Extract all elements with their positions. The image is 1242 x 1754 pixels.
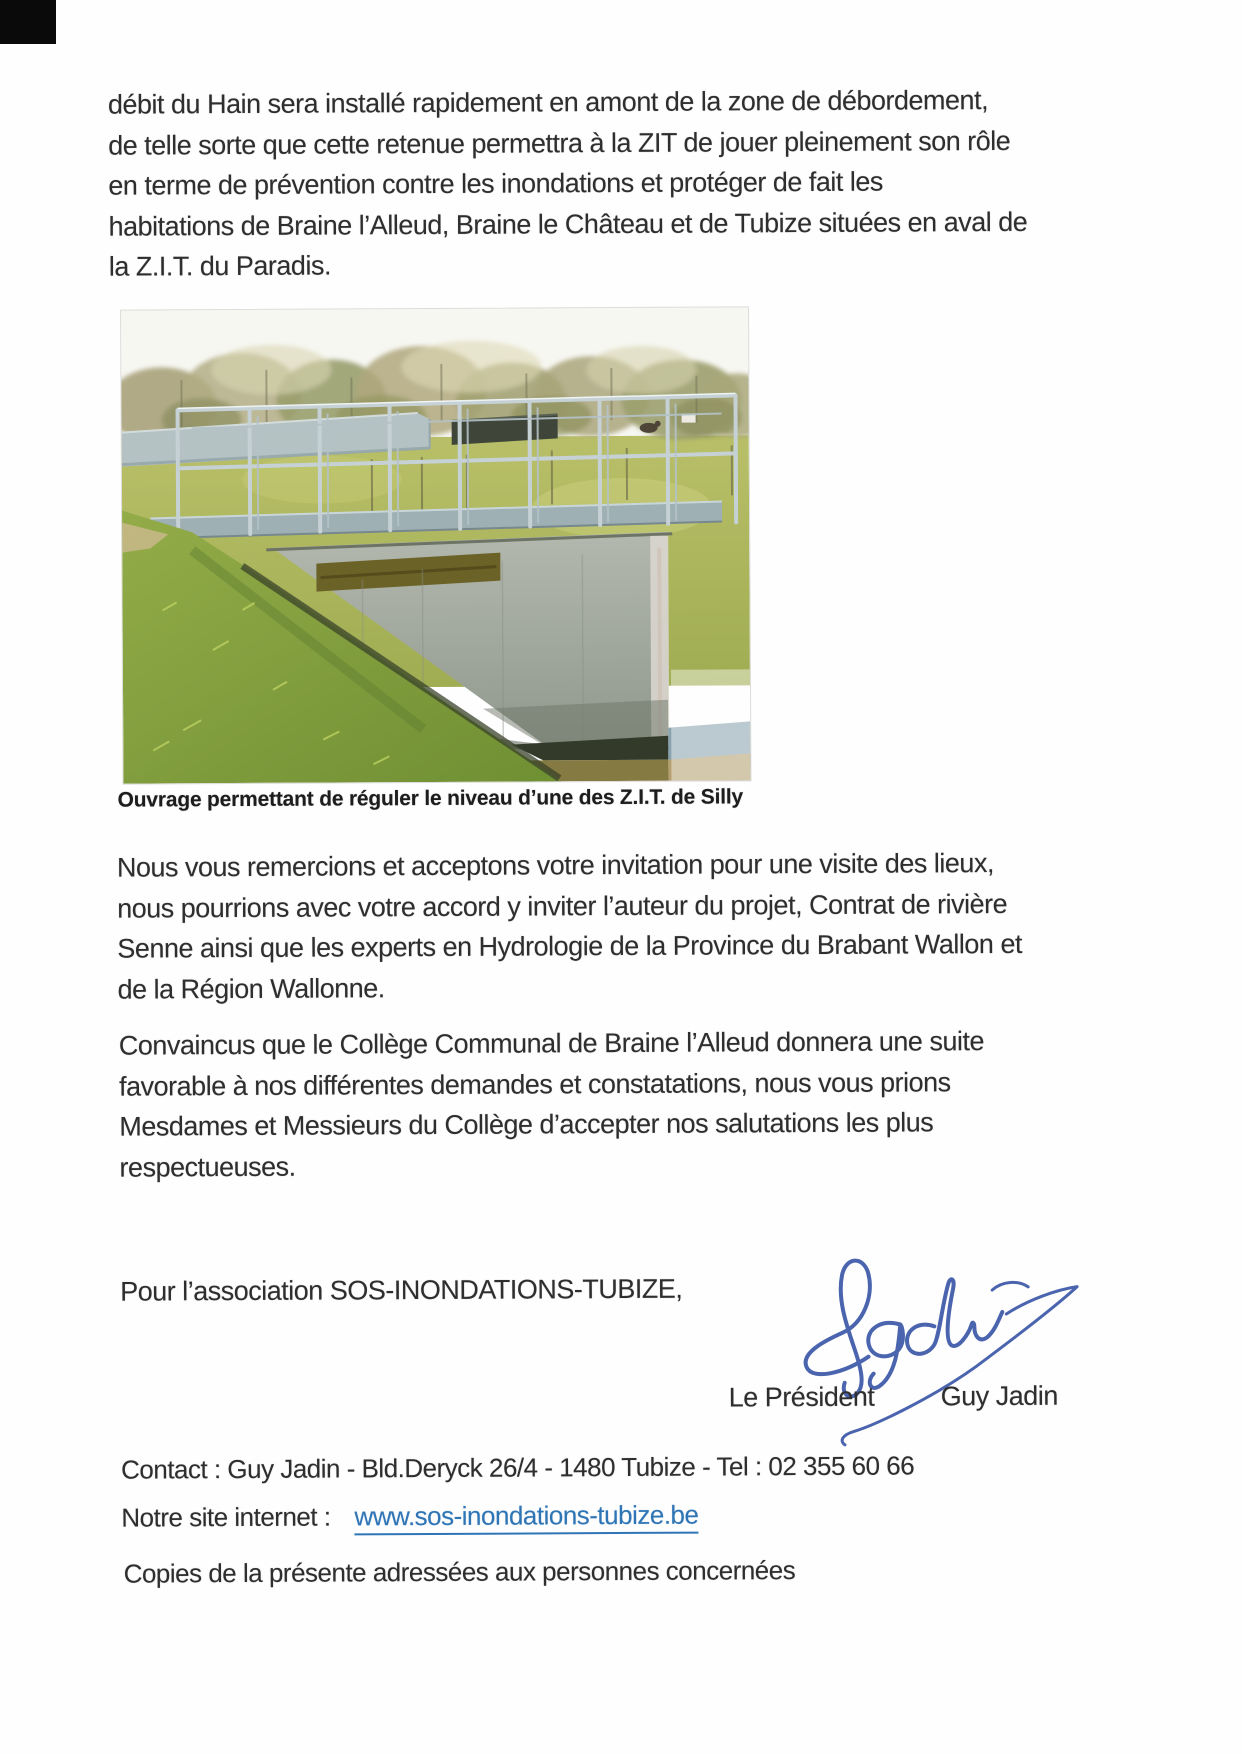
paragraph-hain-debit bbox=[108, 80, 1028, 287]
paragraph-line: Mesdames et Messieurs du Collège d’accepter nos salutations les plus bbox=[119, 1107, 934, 1142]
paragraph-line: respectueuses. bbox=[119, 1151, 296, 1183]
signature-title: Le Président bbox=[728, 1381, 875, 1413]
paragraph-line: Senne ainsi que les experts en Hydrologie de la Province du Brabant Wallon et bbox=[117, 928, 1022, 964]
contact-line: Contact : Guy Jadin - Bld.Deryck 26/4 - 1480 Tubize - Tel : 02 355 60 66 bbox=[121, 1450, 915, 1485]
paragraph-line: favorable à nos différentes demandes et constatations, nous vous prions bbox=[119, 1066, 951, 1102]
paragraph-line: de telle sorte que cette retenue permettra à la ZIT de jouer pleinement son rôle bbox=[108, 125, 1011, 161]
paragraph-line: en terme de prévention contre les inondations et protéger de fait les bbox=[108, 166, 883, 201]
paragraph-line: Nous vous remercions et acceptons votre invitation pour une visite des lieux, bbox=[116, 848, 994, 883]
website-line bbox=[121, 1500, 698, 1534]
paragraph-salutations bbox=[119, 1021, 985, 1188]
paragraph-line: débit du Hain sera installé rapidement en amont de la zone de débordement, bbox=[107, 85, 989, 120]
handwritten-signature bbox=[772, 1227, 1113, 1479]
photo-caption: Ouvrage permettant de réguler le niveau d’une des Z.I.T. de Silly bbox=[117, 785, 744, 812]
paragraph-remerciements bbox=[117, 843, 1022, 1010]
signature-name: Guy Jadin bbox=[940, 1380, 1058, 1412]
paragraph-line: habitations de Braine l’Alleud, Braine le Château et de Tubize situées en aval de bbox=[108, 206, 1028, 242]
photo-illustration bbox=[121, 307, 750, 783]
association-line: Pour l’association SOS-INONDATIONS-TUBIZE, bbox=[120, 1273, 683, 1307]
zit-structure-photo bbox=[121, 307, 750, 783]
signature-ink bbox=[772, 1227, 1113, 1479]
paragraph-line: la Z.I.T. du Paradis. bbox=[108, 250, 331, 282]
paragraph-line: nous pourrions avec votre accord y inviter l’auteur du projet, Contrat de rivière bbox=[117, 888, 1008, 924]
photo-washed-strip bbox=[671, 669, 751, 780]
website-link[interactable]: www.sos-inondations-tubize.be bbox=[354, 1500, 698, 1536]
paragraph-line: de la Région Wallonne. bbox=[117, 972, 385, 1005]
copies-line: Copies de la présente adressées aux personnes concernées bbox=[123, 1555, 796, 1589]
website-label: Notre site internet : bbox=[121, 1501, 331, 1533]
paragraph-line: Convaincus que le Collège Communal de Braine l’Alleud donnera une suite bbox=[118, 1026, 985, 1061]
